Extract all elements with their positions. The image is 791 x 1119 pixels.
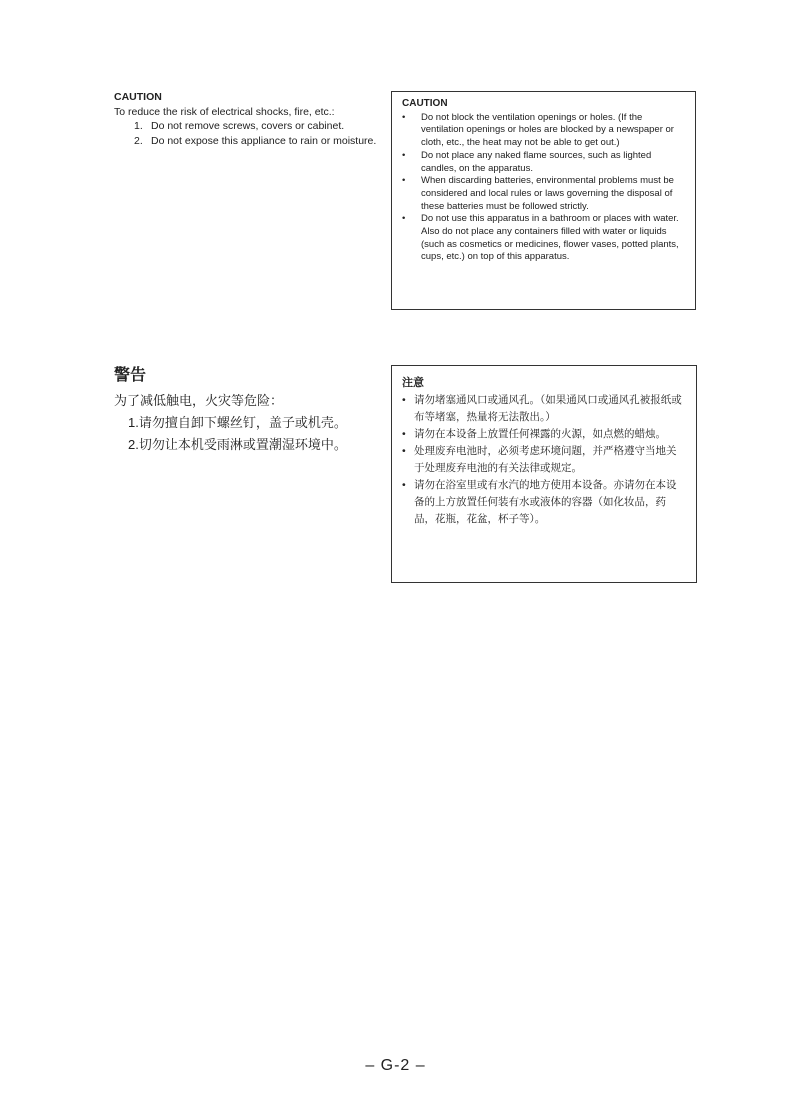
bullet-icon: • — [402, 111, 406, 123]
item-text: Do not remove screws, covers or cabinet. — [151, 120, 345, 132]
page-number: – G-2 – — [365, 1057, 426, 1074]
item-text: 请勿在本设备上放置任何裸露的火源，如点燃的蜡烛。 — [414, 428, 666, 440]
warning-cn-item: 2.切勿让本机受雨淋或置潮湿环境中。 — [128, 437, 347, 452]
item-text: Do not expose this appliance to rain or moisture. — [151, 134, 377, 147]
caution-en-section — [114, 90, 379, 148]
warning-cn-list — [114, 412, 384, 456]
bullet-icon: • — [402, 394, 406, 406]
caution-cn-box-list — [402, 392, 686, 528]
bullet-icon: • — [402, 428, 406, 440]
caution-cn-box-item — [402, 477, 686, 528]
caution-cn-box-heading: 注意 — [402, 376, 424, 389]
item-number: 2. — [134, 134, 143, 147]
caution-en-box-item — [402, 112, 685, 150]
caution-cn-box — [391, 365, 697, 583]
caution-en-box-item — [402, 150, 685, 175]
item-text: When discarding batteries, environmental problems must be considered and local rules or laws governing the disposal of these batteries must be followed strictly. — [421, 175, 674, 212]
warning-cn-intro: 为了减低触电，火灾等危险： — [114, 393, 284, 408]
caution-en-box-item — [402, 175, 685, 213]
caution-en-intro: To reduce the risk of electrical shocks, fire, etc.: — [114, 105, 335, 118]
caution-en-box-list — [402, 112, 685, 264]
caution-en-box — [391, 91, 696, 310]
caution-en-item — [114, 119, 379, 134]
caution-cn-box-item — [402, 426, 686, 443]
bullet-icon: • — [402, 479, 406, 491]
bullet-icon: • — [402, 149, 406, 161]
caution-en-heading: CAUTION — [114, 91, 162, 103]
item-text: 请勿在浴室里或有水汽的地方使用本设备。亦请勿在本设备的上方放置任何装有水或液体的容器（如化妆品，药品，花瓶，花盆，杯子等）。 — [414, 479, 677, 525]
warning-cn-heading: 警告 — [114, 365, 147, 384]
item-text: Do not place any naked flame sources, such as lighted candles, on the apparatus. — [421, 149, 652, 174]
item-text: 请勿堵塞通风口或通风孔。（如果通风口或通风孔被报纸或布等堵塞，热量将无法散出。） — [414, 394, 682, 423]
item-number: 1. — [134, 120, 143, 132]
warning-cn-item: 1.请勿擅自卸下螺丝钉，盖子或机壳。 — [128, 415, 347, 430]
bullet-icon: • — [402, 175, 406, 187]
caution-en-list — [114, 119, 379, 148]
caution-cn-box-item — [402, 392, 686, 426]
caution-cn-box-item — [402, 443, 686, 477]
caution-en-box-item — [402, 213, 685, 264]
bullet-icon: • — [402, 445, 406, 457]
caution-en-box-heading: CAUTION — [402, 98, 448, 109]
item-text: 处理废弃电池时，必须考虑环境问题，并严格遵守当地关于处理废弃电池的有关法律或规定。 — [414, 445, 677, 474]
bullet-icon: • — [402, 213, 406, 225]
caution-en-item — [114, 134, 379, 149]
warning-cn-section — [114, 364, 384, 456]
item-text: Do not use this apparatus in a bathroom or places with water. Also do not place any containers filled with water or liquids (such as cosmetics or medicines, flower vases, potted plants, cups, etc.) on top of this apparatus. — [421, 213, 679, 263]
item-text: Do not block the ventilation openings or holes. (If the ventilation openings or holes are blocked by a newspaper or cloth, etc., the heat may not be able to get out.) — [421, 111, 674, 149]
